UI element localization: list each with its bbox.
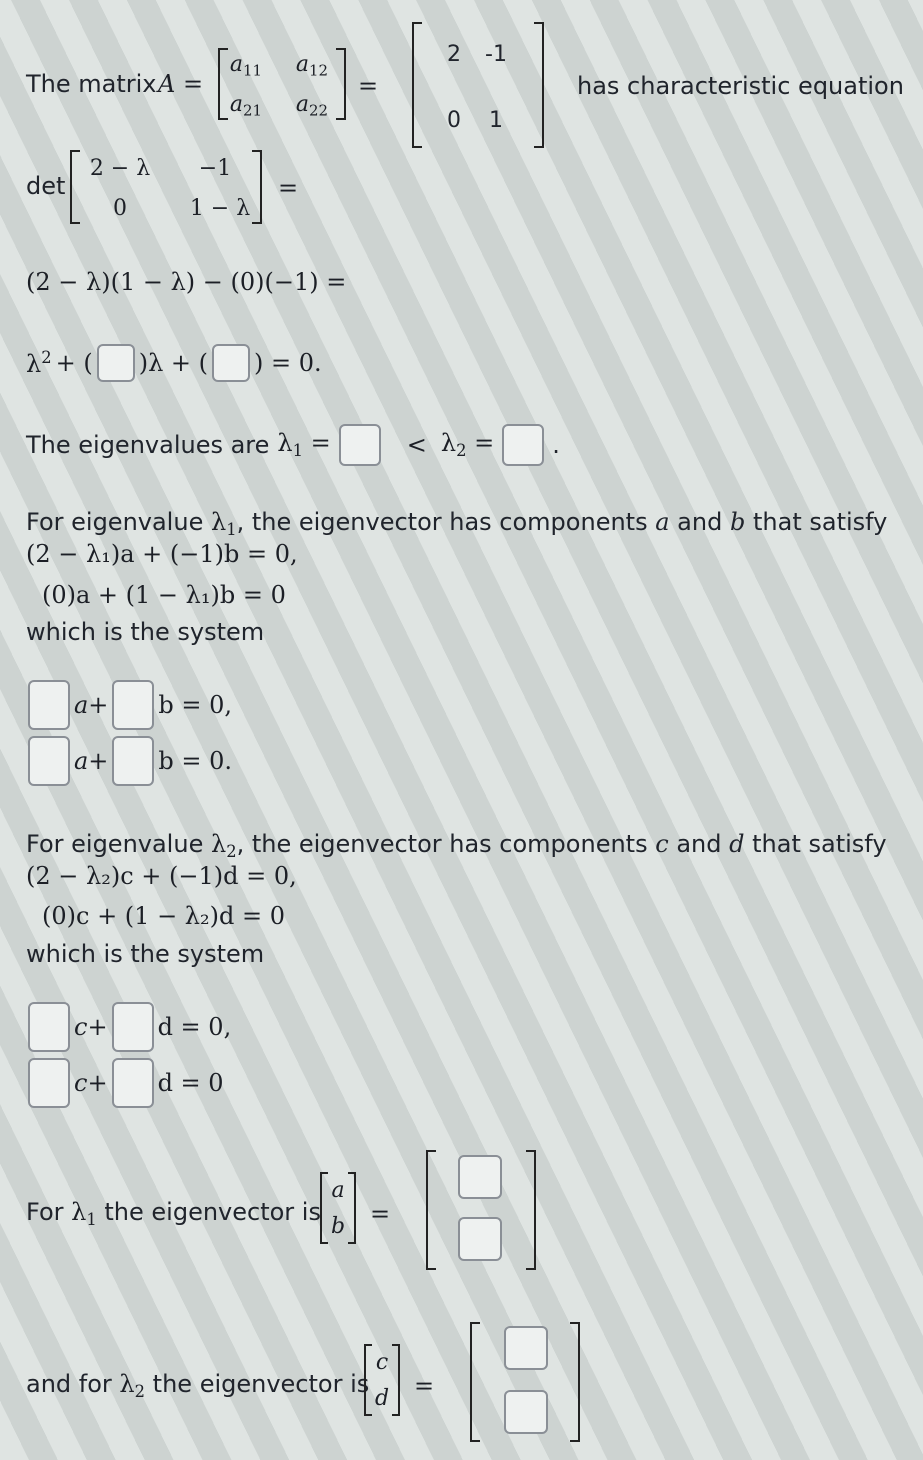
vec2-text: and for $\lambda_2$ the eigenvector is — [26, 1370, 370, 1401]
eigenvalues-line — [26, 424, 560, 466]
bracket-right — [348, 1172, 356, 1244]
lambda1-symbol: $\lambda_1$ = — [277, 428, 331, 460]
entry-a12: $a_{12}$ — [295, 52, 329, 80]
bracket-left — [470, 1322, 480, 1442]
sys2-r1-mid: c+ — [74, 1013, 108, 1041]
section1-system-row2 — [28, 736, 232, 786]
section2-system-row2 — [28, 1058, 224, 1108]
sys2-r1-d-input[interactable] — [112, 1002, 154, 1052]
section2-system-row1 — [28, 1002, 231, 1052]
bracket-right — [570, 1322, 580, 1442]
section2-heading: For eigenvalue $\lambda_2$, the eigenvector has components c and d that satisfy — [26, 830, 887, 861]
sys1-r1-mid: a+ — [74, 691, 109, 719]
entry-a21: $a_{21}$ — [229, 92, 263, 120]
entry-a11: $a_{11}$ — [229, 52, 263, 80]
sys2-r2-c-input[interactable] — [28, 1058, 70, 1108]
section1-eq1: (2 − λ₁)a + (−1)b = 0, — [26, 540, 298, 568]
section2-eq2: (0)c + (1 − λ₂)d = 0 — [42, 902, 285, 930]
poly-lead: $\lambda^2$ — [26, 348, 52, 378]
vec1-top: a — [331, 1178, 345, 1203]
entry-m22: 1 — [489, 108, 503, 133]
det-c12: −1 — [198, 156, 232, 181]
sys2-r1-c-input[interactable] — [28, 1002, 70, 1052]
poly-lambda-close: )λ + ( — [138, 349, 209, 377]
section1-system-row1 — [28, 680, 232, 730]
vec1-bottom-input[interactable] — [458, 1217, 502, 1261]
sys1-r2-end: b = 0. — [158, 747, 233, 775]
vec2-bottom-input[interactable] — [504, 1390, 548, 1434]
vec2-equals: = — [414, 1372, 435, 1400]
sys2-r1-end: d = 0, — [157, 1013, 232, 1041]
sys2-r2-d-input[interactable] — [112, 1058, 154, 1108]
expansion-line: (2 − λ)(1 − λ) − (0)(−1) = — [26, 268, 347, 296]
lambda-coefficient-input[interactable] — [97, 344, 135, 382]
vec2-top: c — [375, 1350, 389, 1375]
entry-m12: -1 — [485, 42, 507, 67]
vec1-text: For $\lambda_1$ the eigenvector is — [26, 1198, 321, 1229]
bracket-left — [70, 150, 80, 224]
eigen-dot: . — [552, 431, 560, 459]
bracket-right — [252, 150, 262, 224]
det-c22: 1 − λ — [189, 196, 251, 221]
intro-prefix: The matrix — [26, 70, 157, 98]
vec1-equals: = — [370, 1200, 391, 1228]
matrix-symbol-A: A = — [158, 70, 204, 98]
constant-term-input[interactable] — [212, 344, 250, 382]
bracket-right — [526, 1150, 536, 1270]
less-than: < — [406, 431, 427, 459]
sys1-r2-mid: a+ — [74, 747, 109, 775]
bracket-right — [392, 1344, 400, 1416]
section1-which: which is the system — [26, 618, 265, 646]
entry-m21: 0 — [447, 108, 461, 133]
sys1-r2-b-input[interactable] — [112, 736, 154, 786]
sys1-r1-end: b = 0, — [158, 691, 233, 719]
lambda2-input[interactable] — [502, 424, 544, 466]
det-equals: = — [278, 174, 299, 202]
vec2-bottom: d — [374, 1386, 390, 1411]
characteristic-polynomial — [26, 344, 322, 382]
entry-a22: $a_{22}$ — [295, 92, 329, 120]
det-label: det — [26, 172, 66, 200]
section2-which: which is the system — [26, 940, 265, 968]
sys1-r2-a-input[interactable] — [28, 736, 70, 786]
bracket-right — [534, 22, 544, 148]
poly-end: ) = 0. — [254, 349, 322, 377]
vec1-top-input[interactable] — [458, 1155, 502, 1199]
section2-eq1: (2 − λ₂)c + (−1)d = 0, — [26, 862, 297, 890]
intro-suffix: has characteristic equation — [577, 72, 904, 100]
det-c11: 2 − λ — [89, 156, 151, 181]
det-c21: 0 — [113, 196, 127, 221]
vec2-top-input[interactable] — [504, 1326, 548, 1370]
section1-heading: For eigenvalue $\lambda_1$, the eigenvector has components a and b that satisfy — [26, 508, 888, 539]
sys1-r1-b-input[interactable] — [112, 680, 154, 730]
sys1-r1-a-input[interactable] — [28, 680, 70, 730]
sys2-r2-end: d = 0 — [157, 1069, 224, 1097]
bracket-left — [426, 1150, 436, 1270]
equals-sign: = — [358, 72, 379, 100]
lambda2-symbol: $\lambda_2$ = — [440, 428, 495, 460]
entry-m11: 2 — [447, 42, 461, 67]
vec1-bottom: b — [330, 1214, 346, 1239]
eigenvalues-text: The eigenvalues are — [26, 431, 270, 459]
section1-eq2: (0)a + (1 − λ₁)b = 0 — [42, 581, 286, 609]
poly-plus-open: + ( — [55, 349, 93, 377]
lambda1-input[interactable] — [339, 424, 381, 466]
bracket-right — [336, 48, 346, 120]
sys2-r2-mid: c+ — [74, 1069, 108, 1097]
bracket-left — [412, 22, 422, 148]
